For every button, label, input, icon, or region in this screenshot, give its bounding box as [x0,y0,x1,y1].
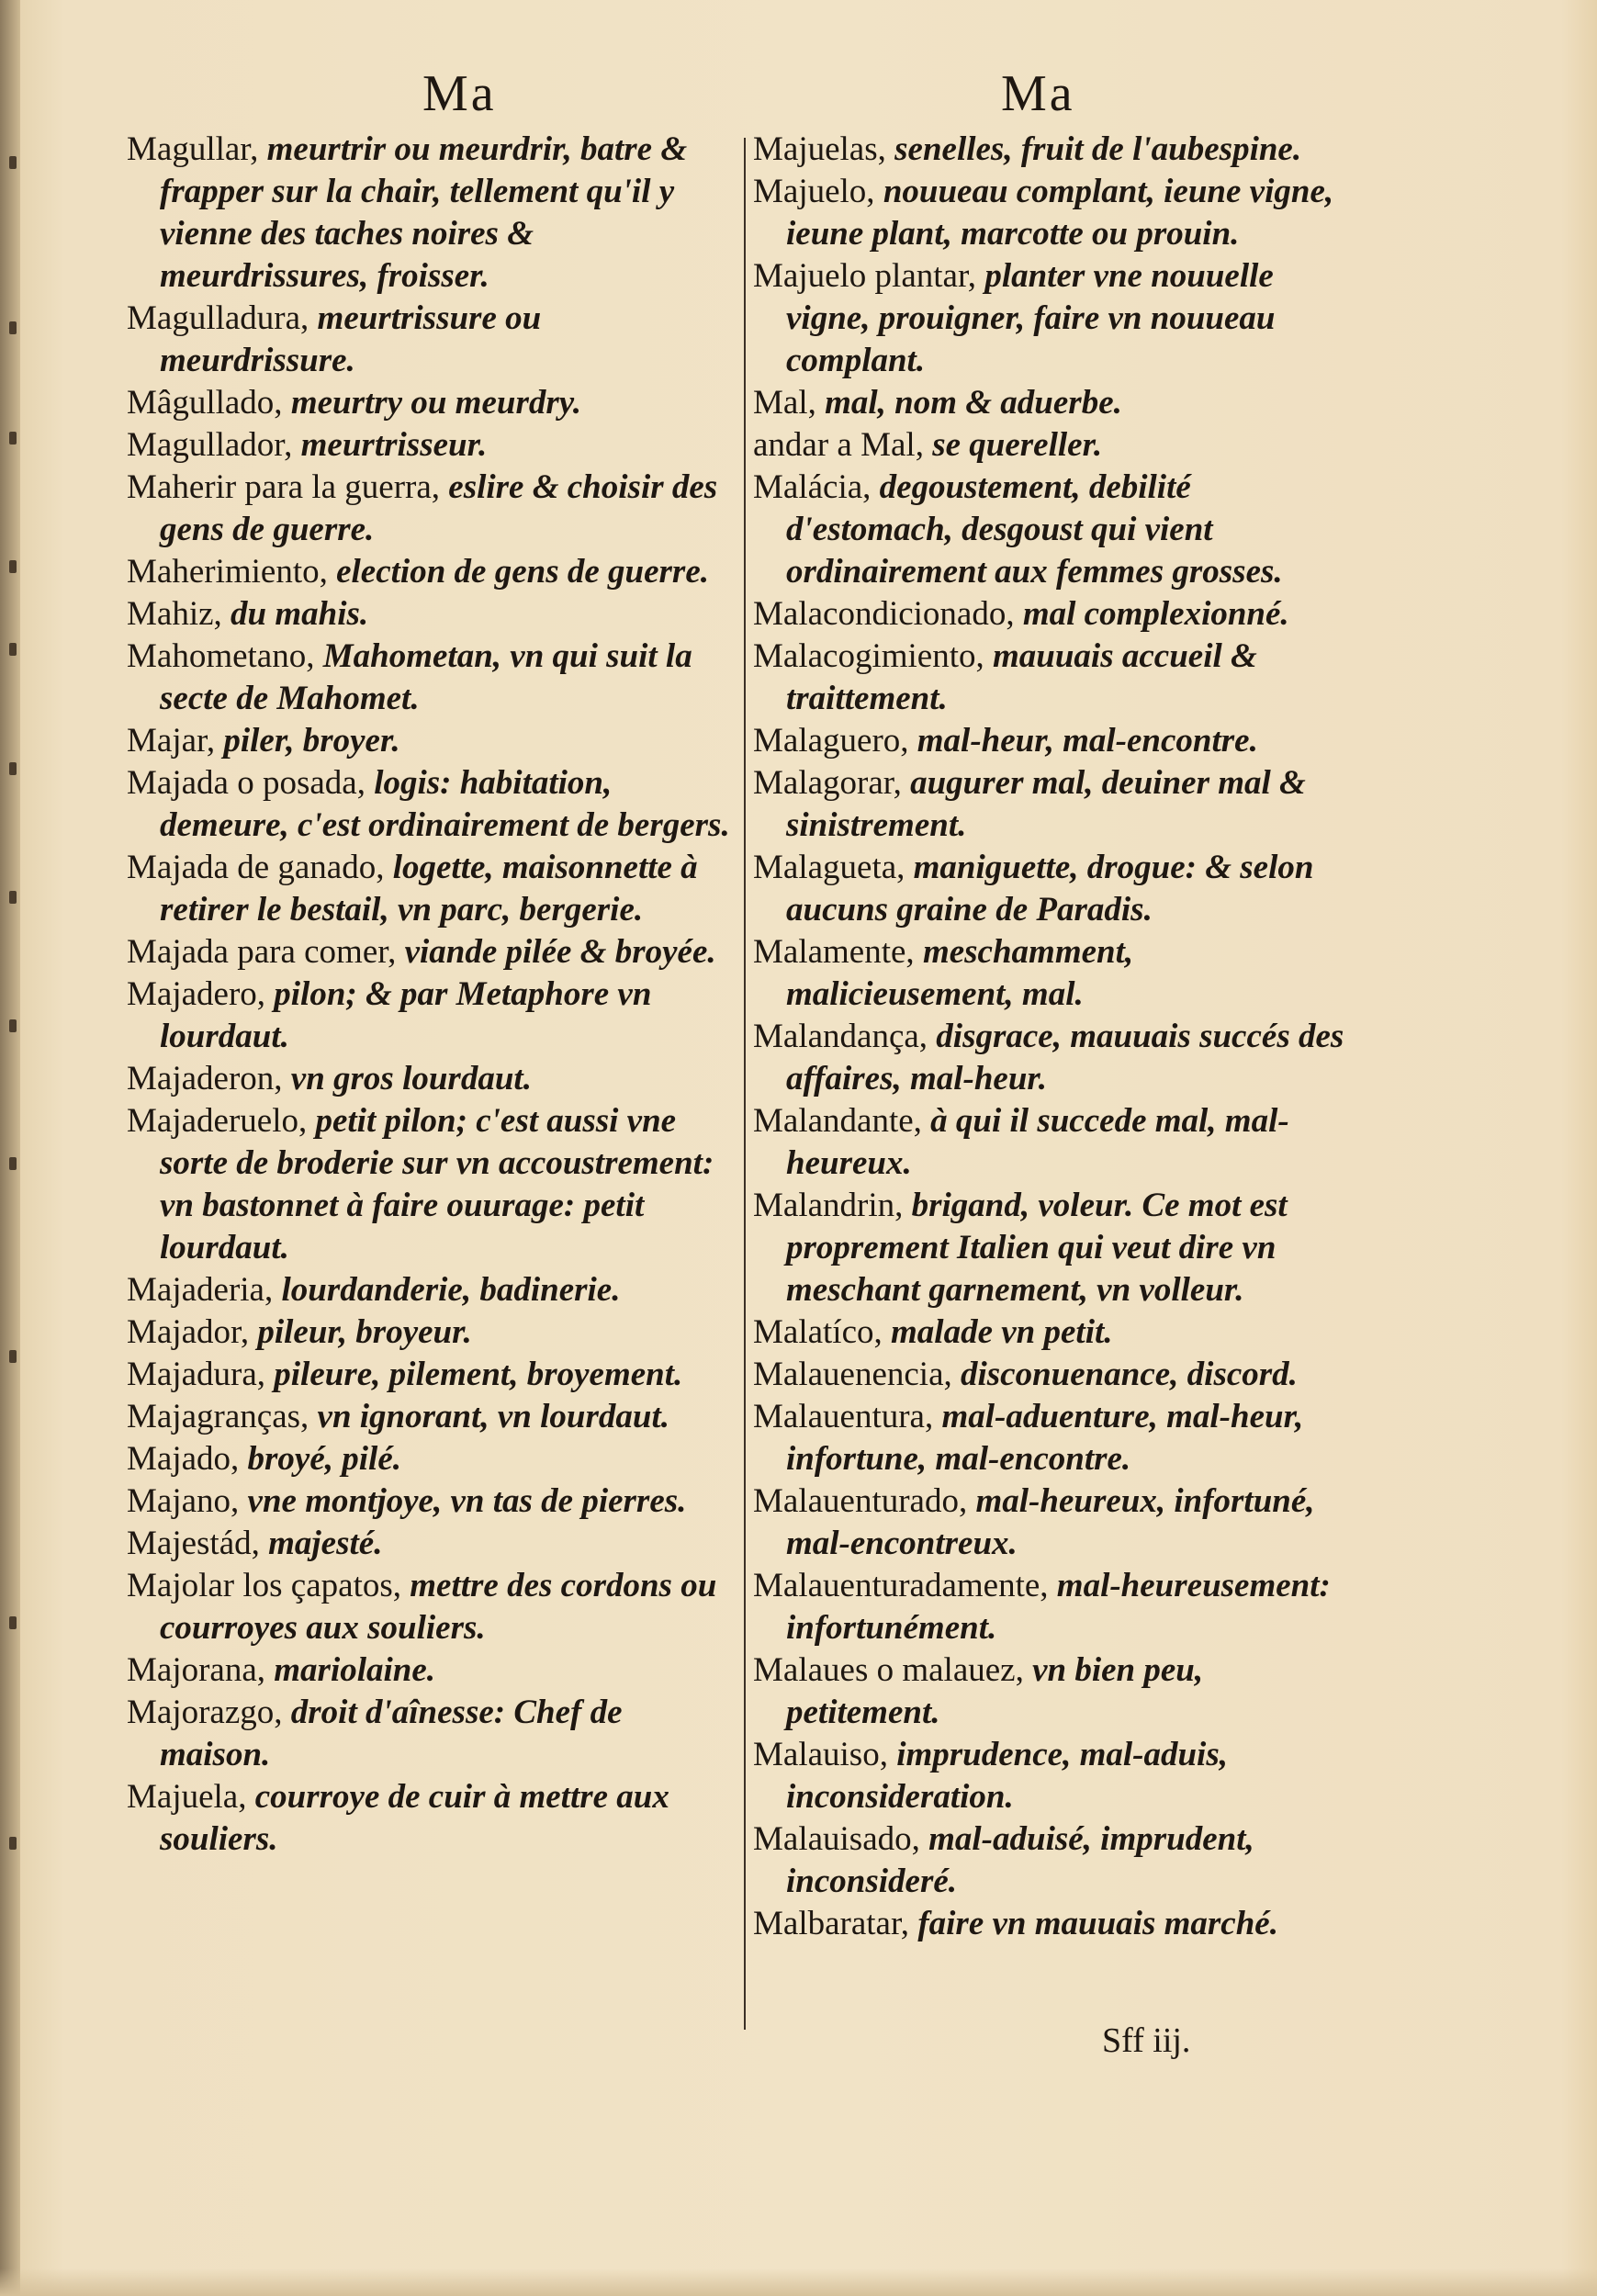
entry-headword: Mahiz, [127,595,222,633]
entry-headword: Malandrin, [753,1187,904,1224]
entry-headword: Malamente, [753,933,915,971]
entry-headword: Malandança, [753,1018,928,1055]
entry-headword: Malaguero, [753,722,909,760]
entry-definition: lourdanderie, badinerie. [281,1271,621,1309]
dictionary-entry [127,762,737,847]
entry-definition: senelles, fruit de l'aubespine. [894,130,1302,168]
entry-definition: majesté. [268,1525,383,1562]
entry-headword: Majagranças, [127,1398,309,1435]
entry-headword: Malácia, [753,468,872,506]
entry-headword: Majar, [127,722,216,760]
dictionary-entry [753,931,1364,1016]
entry-headword: Majada o posada, [127,764,366,802]
entry-definition: vn gros lourdaut. [290,1060,532,1097]
dictionary-entry [753,467,1364,593]
entry-headword: Malauisado, [753,1820,920,1858]
dictionary-entry [127,593,737,636]
right-column [753,129,1364,1945]
entry-headword: Maherimiento, [127,553,328,591]
entry-headword: Malauentura, [753,1398,934,1435]
entry-headword: Malbaratar, [753,1905,910,1942]
entry-definition: malade vn petit. [891,1313,1113,1351]
entry-definition: broyé, pilé. [247,1440,402,1478]
entry-headword: andar a Mal, [753,426,924,464]
dictionary-entry [753,1734,1364,1818]
entry-definition: meurtrir ou meurdrir, batre & frapper sur la chair, tellement qu'il y vienne des taches noires & meurdrissures, froisser. [160,130,688,295]
entry-headword: Majuelo, [753,173,875,210]
dictionary-entry [127,1269,737,1311]
entry-headword: Malagueta, [753,849,905,886]
entry-definition: mettre des cordons ou courroyes aux souliers. [160,1567,717,1647]
dictionary-entry [127,974,737,1058]
dictionary-entry [127,931,737,974]
entry-headword: Mahometano, [127,637,315,675]
entry-definition: vn ignorant, vn lourdaut. [317,1398,669,1435]
dictionary-entry [127,382,737,424]
entry-headword: Majuelo plantar, [753,257,977,295]
entry-definition: à qui il succede mal, mal-heureux. [786,1102,1289,1182]
dictionary-entry [753,720,1364,762]
running-head-left: Ma [422,65,497,122]
dictionary-entry [753,1185,1364,1311]
entry-definition: election de gens de guerre. [336,553,710,591]
dictionary-entry [127,1523,737,1565]
entry-headword: Majano, [127,1482,240,1520]
entry-definition: viande pilée & broyée. [404,933,716,971]
dictionary-entry [753,382,1364,424]
entry-definition: brigand, voleur. Ce mot est proprement Italien qui veut dire vn meschant garnement, vn volleur. [786,1187,1288,1309]
entry-definition: eslire & choisir des gens de guerre. [160,468,718,548]
entry-headword: Majada de ganado, [127,849,385,886]
dictionary-entry [753,1311,1364,1354]
margin-bleed-marks [9,129,20,1965]
dictionary-entry [127,129,737,298]
dictionary-entry [127,1396,737,1438]
entry-definition: nouueau complant, ieune vigne, ieune plant, marcotte ou prouin. [786,173,1334,253]
dictionary-entry [127,636,737,720]
dictionary-entry [753,1480,1364,1565]
entry-definition: disgrace, mauuais succés des affaires, mal-heur. [786,1018,1344,1097]
page-edge [0,2268,1597,2296]
entry-definition: mal complexionné. [1022,595,1289,633]
entry-headword: Majaderia, [127,1271,274,1309]
entry-definition: mal-aduenture, mal-heur, infortune, mal-encontre. [786,1398,1304,1478]
entry-definition: vn bien peu, petitement. [786,1651,1204,1731]
entry-headword: Majorazgo, [127,1694,283,1731]
entry-definition: courroye de cuir à mettre aux souliers. [160,1778,669,1858]
entry-headword: Magulladura, [127,299,309,337]
entry-definition: augurer mal, deuiner mal & sinistrement. [786,764,1306,844]
dictionary-entry [127,1311,737,1354]
dictionary-entry [753,255,1364,382]
entry-definition: meurtrissure ou meurdrissure. [160,299,542,379]
entry-definition: petit pilon; c'est aussi vne sorte de broderie sur vn accoustrement: vn bastonnet à faire ouurage: petit lourdaut. [160,1102,714,1266]
entry-headword: Maherir para la guerra, [127,468,441,506]
entry-headword: Majuelas, [753,130,886,168]
entry-headword: Magullar, [127,130,259,168]
entry-definition: droit d'aînesse: Chef de maison. [160,1694,623,1773]
column-rule [744,138,746,2030]
entry-definition: mal-heur, mal-encontre. [917,722,1258,760]
dictionary-entry [753,1016,1364,1100]
dictionary-entry [753,1818,1364,1903]
dictionary-entry [127,847,737,931]
entry-definition: se quereller. [932,426,1103,464]
entry-definition: mal-heureusement: infortunément. [786,1567,1331,1647]
entry-headword: Majado, [127,1440,240,1478]
entry-definition: disconuenance, discord. [961,1356,1298,1393]
entry-definition: mal-heureux, infortuné, mal-encontreux. [786,1482,1315,1562]
dictionary-entry [753,593,1364,636]
entry-headword: Majadura, [127,1356,266,1393]
entry-headword: Majolar los çapatos, [127,1567,401,1604]
dictionary-entry [127,1649,737,1692]
dictionary-entry [127,1776,737,1861]
dictionary-entry [127,720,737,762]
dictionary-entry [127,467,737,551]
dictionary-entry [753,636,1364,720]
entry-definition: pileur, broyeur. [257,1313,472,1351]
entry-headword: Malacogimiento, [753,637,984,675]
entry-definition: mal-aduisé, imprudent, inconsideré. [786,1820,1254,1900]
dictionary-entry [753,1354,1364,1396]
dictionary-entry [127,1565,737,1649]
dictionary-entry [127,1354,737,1396]
dictionary-entry [127,1100,737,1269]
entry-definition: meschamment, malicieusement, mal. [786,933,1134,1013]
dictionary-entry [127,551,737,593]
entry-headword: Majorana, [127,1651,266,1689]
dictionary-entry [753,1565,1364,1649]
entry-headword: Majestád, [127,1525,260,1562]
entry-definition: mal, nom & aduerbe. [825,384,1122,422]
entry-headword: Malagorar, [753,764,902,802]
entry-headword: Malatíco, [753,1313,883,1351]
entry-headword: Malauiso, [753,1736,888,1773]
entry-definition: logis: habitation, demeure, c'est ordinairement de bergers. [160,764,730,844]
entry-definition: meurtrisseur. [300,426,488,464]
dictionary-entry [753,171,1364,255]
entry-definition: degoustement, debilité d'estomach, desgoust qui vient ordinairement aux femmes grosses. [786,468,1283,591]
dictionary-entry [127,298,737,382]
entry-headword: Majaderon, [127,1060,283,1097]
dictionary-entry [127,1438,737,1480]
dictionary-entry [753,1903,1364,1945]
entry-definition: mauuais accueil & traittement. [786,637,1257,717]
dictionary-entry [753,1649,1364,1734]
dictionary-entry [753,424,1364,467]
entry-headword: Majador, [127,1313,250,1351]
entry-definition: logette, maisonnette à retirer le bestail, vn parc, bergerie. [160,849,698,929]
dictionary-entry [753,1396,1364,1480]
entry-headword: Mal, [753,384,816,422]
dictionary-entry [127,1058,737,1100]
entry-headword: Magullador, [127,426,293,464]
entry-headword: Malacondicionado, [753,595,1015,633]
entry-headword: Majada para comer, [127,933,397,971]
entry-definition: meurtry ou meurdry. [290,384,582,422]
entry-definition: pilon; & par Metaphore vn lourdaut. [160,975,652,1055]
dictionary-entry [753,762,1364,847]
entry-headword: Malandante, [753,1102,922,1140]
entry-definition: faire vn mauuais marché. [917,1905,1278,1942]
left-column [127,129,737,1861]
entry-headword: Mâgullado, [127,384,283,422]
signature-mark: Sff iij. [1102,2021,1191,2060]
entry-headword: Majuela, [127,1778,247,1816]
dictionary-entry [127,1480,737,1523]
dictionary-entry [127,424,737,467]
entry-definition: vne montjoye, vn tas de pierres. [247,1482,687,1520]
entry-definition: du mahis. [231,595,369,633]
entry-headword: Malauenturadamente, [753,1567,1049,1604]
entry-definition: Mahometan, vn qui suit la secte de Mahomet. [160,637,692,717]
entry-definition: planter vne nouuelle vigne, prouigner, faire vn nouueau complant. [786,257,1276,379]
entry-headword: Malauenencia, [753,1356,952,1393]
entry-definition: mariolaine. [274,1651,436,1689]
entry-headword: Majadero, [127,975,266,1013]
entry-headword: Malaues o malauez, [753,1651,1024,1689]
entry-headword: Malauenturado, [753,1482,968,1520]
dictionary-entry [127,1692,737,1776]
entry-definition: maniguette, drogue: & selon aucuns graine de Paradis. [786,849,1314,929]
entry-definition: imprudence, mal-aduis, inconsideration. [786,1736,1228,1816]
dictionary-entry [753,129,1364,171]
dictionary-entry [753,1100,1364,1185]
running-head-right: Ma [1001,65,1075,122]
entry-headword: Majaderuelo, [127,1102,308,1140]
entry-definition: pileure, pilement, broyement. [274,1356,683,1393]
entry-definition: piler, broyer. [223,722,400,760]
dictionary-entry [753,847,1364,931]
